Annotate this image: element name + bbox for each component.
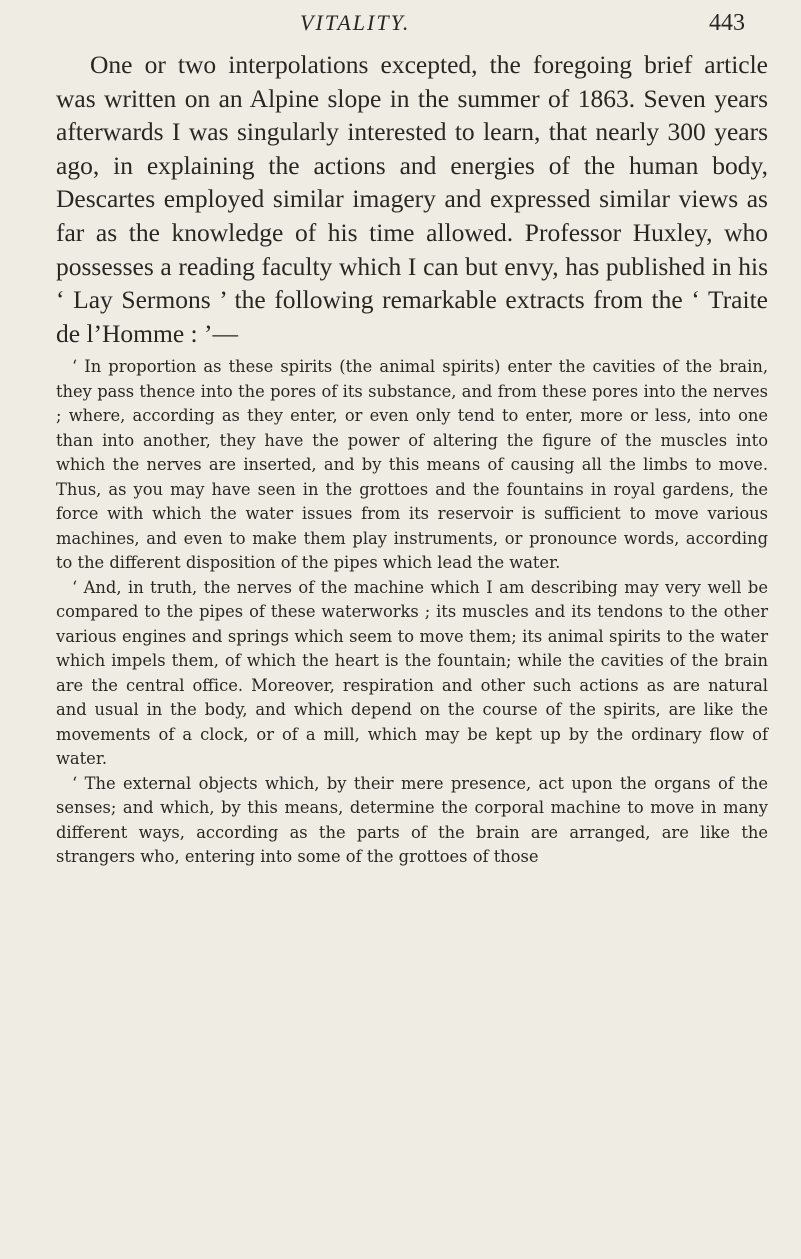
page-header [0, 10, 801, 44]
quote-paragraph-1: ‘ In proportion as these spirits (the animal spirits) enter the cavities of the brain, they pass thence into the pores of its substance, and from these pores into the nerves ; where, according as they enter, or even only tend to enter, more or less, into one than into another, they have the power of altering the figure of the muscles into which the nerves are inserted, and by this means of causing all the limbs to move. Thus, as you may have seen in the grottoes and the fountains in royal gardens, the force with which the water issues from its reservoir is sufficient to move various machines, and even to make them play instruments, or pronounce words, according to the different disposition of the pipes which lead the water. [56, 357, 768, 573]
page-body [56, 48, 768, 870]
quote-paragraph-3: ‘ The external objects which, by their mere presence, act upon the organs of the senses; and which, by this means, determine the corporal machine to move in many different ways, according as the parts of the brain are arranged, are like the strangers who, entering into some of the grottoes of those [56, 773, 768, 867]
running-title: VITALITY. [300, 10, 411, 35]
quote-paragraph-2: ‘ And, in truth, the nerves of the machine which I am describing may very well be compared to the pipes of these waterworks ; its muscles and its tendons to the other various engines and springs which seem to move them; its animal spirits to the water which impels them, of which the heart is the fountain; while the cavities of the brain are the central office. Moreover, respiration and other such actions as are natural and usual in the body, and which depend on the course of the spirits, are like the movements of a clock, or of a mill, which may be kept up by the ordinary flow of water. [56, 577, 768, 769]
lead-paragraph: One or two interpolations excepted, the foregoing brief article was written on an Alpine slope in the summer of 1863. Seven years afterwards I was singularly interested to learn, that nearly 300 years ago, in explaining the actions and energies of the human body, Descartes employed similar imagery and expressed similar views as far as the knowledge of his time allowed. Professor Huxley, who possesses a reading faculty which I can but envy, has published in his ‘ Lay Sermons ’ the following remarkable extracts from the ‘ Traite de l’Homme : ’— [56, 50, 768, 348]
page-number: 443 [709, 10, 745, 36]
